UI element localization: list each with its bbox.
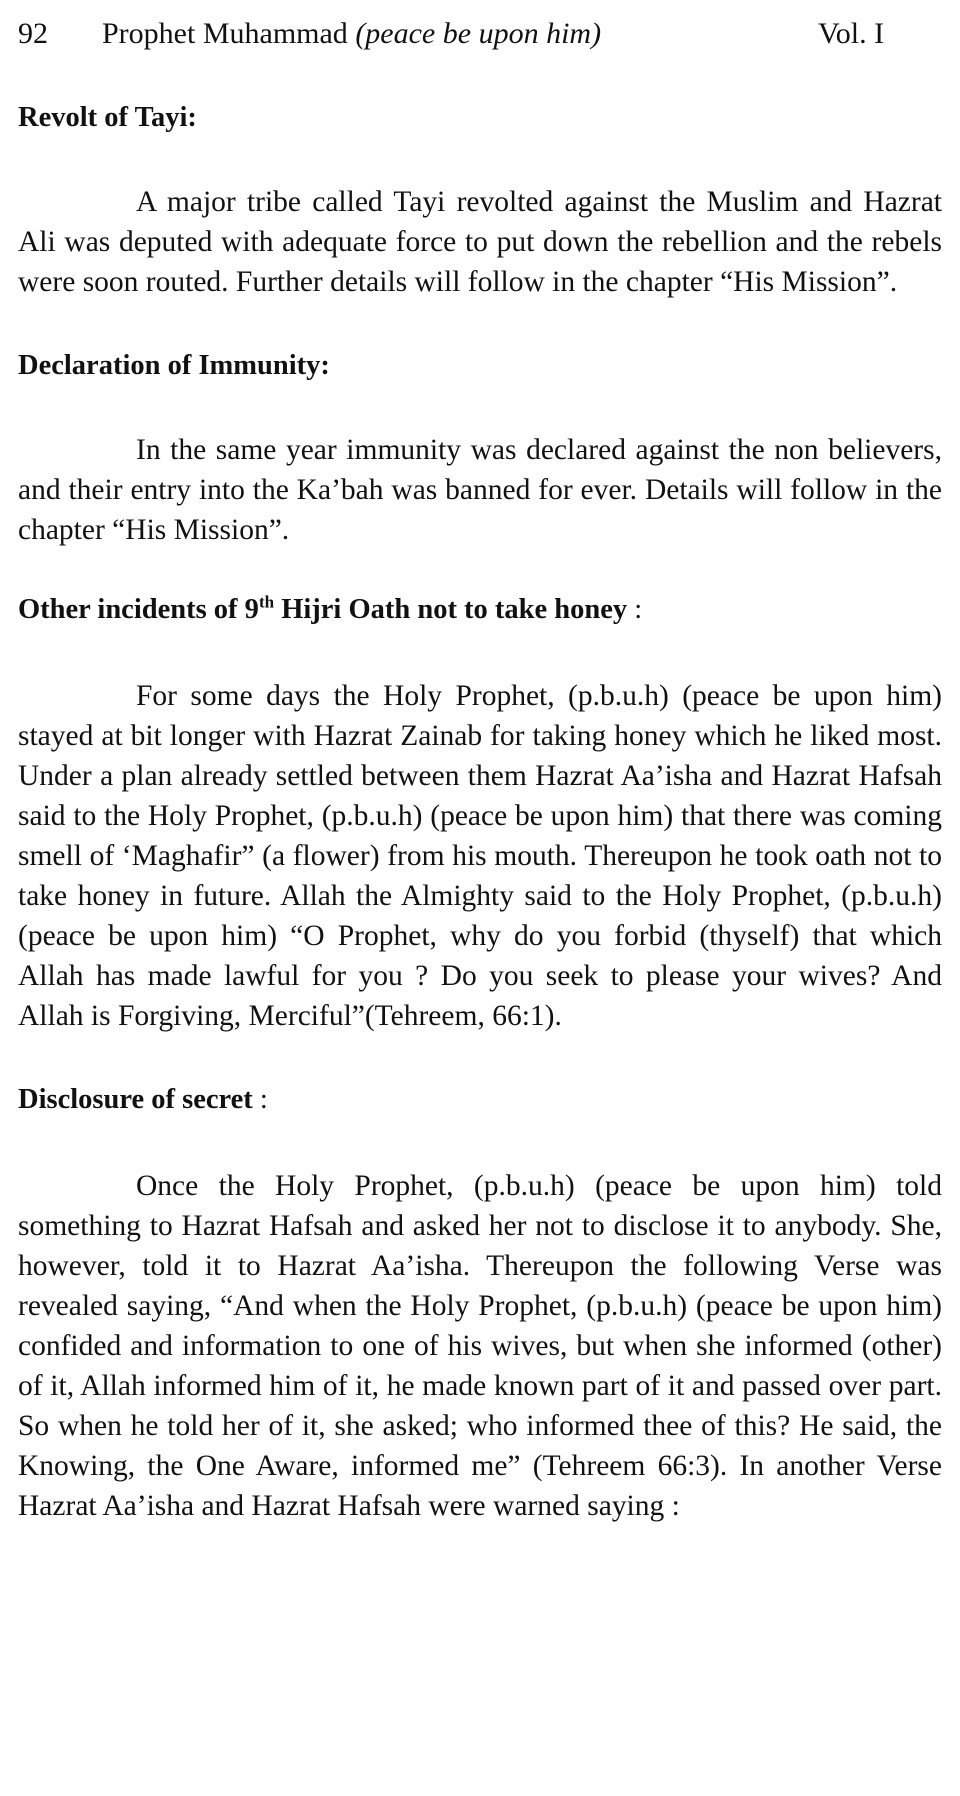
paragraph-disclosure-of-secret: Once the Holy Prophet, (p.b.u.h) (peace be upon him) told something to Hazrat Hafsah and asked her not to disclose it to anybody. She, however, told it to Hazrat Aa’isha. Thereupon the following Verse was revealed saying, “And when the Holy Prophet, (p.b.u.h) (peace be upon him) confided and information to one of his wives, but when she informed (other) of it, Allah informed him of it, he made known part of it and passed over part. So when he told her of it, she asked; who informed thee of this? He said, the Knowing, the One Aware, informed me” (Tehreem 66:3). In another Verse Hazrat Aa’isha and Hazrat Hafsah were warned saying : [18,1170,942,1522]
heading-other-incidents [18,590,942,630]
page-number: 92 [18,17,48,50]
book-title [102,14,601,54]
running-header [18,14,942,54]
heading-declaration-of-immunity: Declaration of Immunity: [18,350,330,381]
heading-disclosure-of-secret [18,1080,942,1120]
heading-incidents-part-2: Hijri Oath not to take honey [274,594,628,625]
heading-revolt-of-tayi: Revolt of Tayi: [18,102,197,133]
paragraph-revolt-of-tayi: A major tribe called Tayi revolted against the Muslim and Hazrat Ali was deputed with adequate force to put down the rebellion and the rebels were soon routed. Further details will follow in the chapter “His Mission”. [18,186,942,298]
book-title-name: Prophet Muhammad [102,17,348,50]
book-title-honorific: (peace be upon him) [355,17,602,50]
heading-incidents-part-1: Other incidents of 9 [18,594,259,625]
heading-incidents-colon: : [627,594,643,625]
volume-label: Vol. I [818,17,885,50]
paragraph-declaration-of-immunity: In the same year immunity was declared against the non believers, and their entry into the Ka’bah was banned for ever. Details will follow in the chapter “His Mission”. [18,434,942,546]
heading-secret-text: Disclosure of secret [18,1084,253,1115]
paragraph-oath-honey: For some days the Holy Prophet, (p.b.u.h) (peace be upon him) stayed at bit longer with Hazrat Zainab for taking honey which he liked most. Under a plan already settled between them Hazrat Aa’isha and Hazrat Hafsah said to the Holy Prophet, (p.b.u.h) (peace be upon him) that there was coming smell of ‘Maghafir” (a flower) from his mouth. Thereupon he took oath not to take honey in future. Allah the Almighty said to the Holy Prophet, (p.b.u.h) (peace be upon him) “O Prophet, why do you forbid (thyself) that which Allah has made lawful for you ? Do you seek to please your wives? And Allah is Forgiving, Merciful”(Tehreem, 66:1). [18,680,942,1032]
heading-secret-colon: : [252,1084,268,1115]
heading-incidents-ordinal: th [258,592,275,612]
